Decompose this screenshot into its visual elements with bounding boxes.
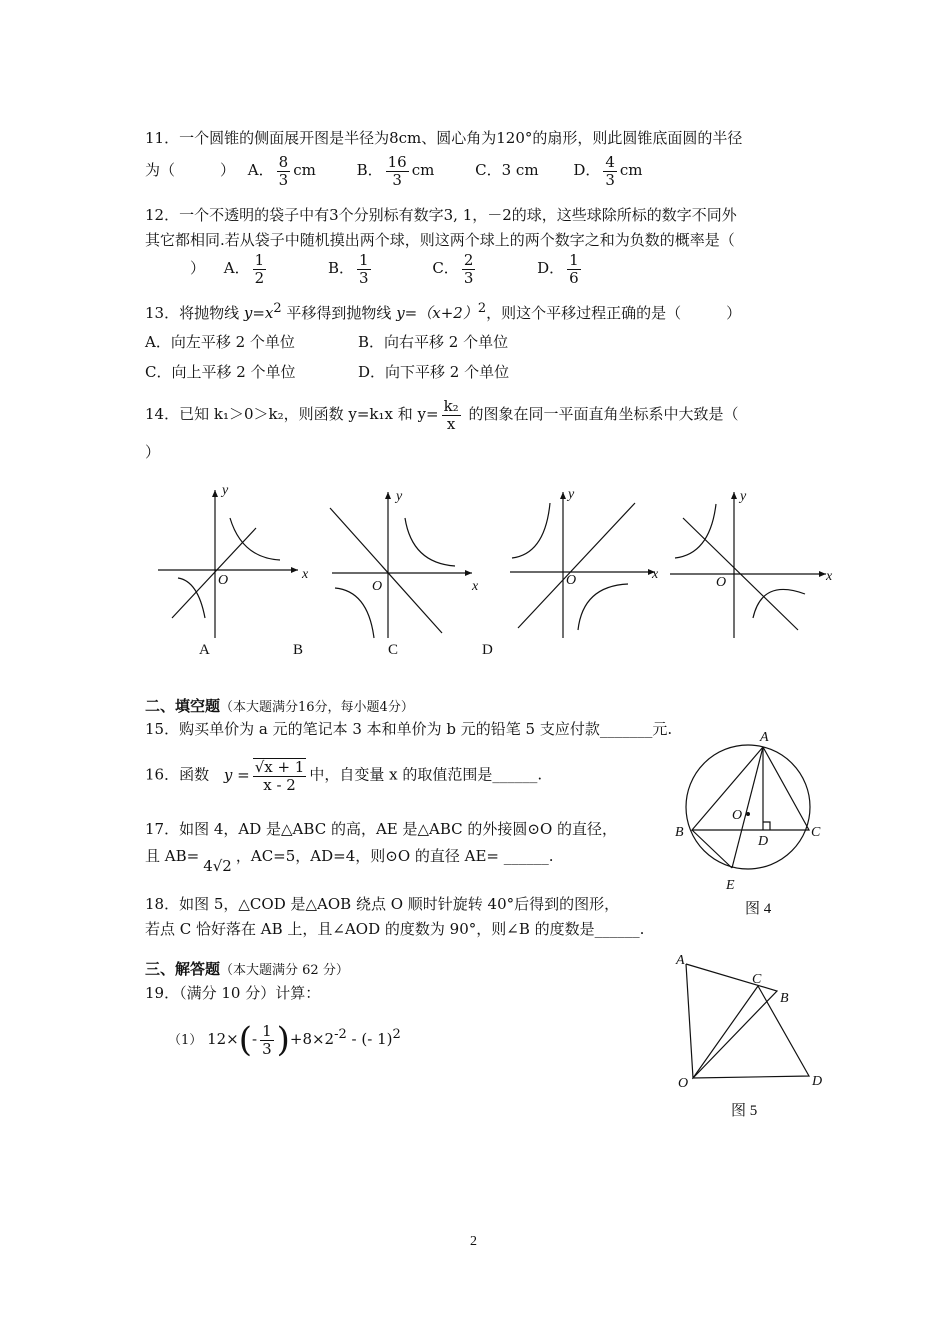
section-3-header bbox=[145, 958, 349, 979]
q11-optC-label: C． bbox=[475, 161, 502, 179]
graph-label-b: B bbox=[293, 642, 304, 658]
fig4-caption: 图 4 bbox=[745, 901, 772, 917]
graph-a-x-arrow bbox=[291, 567, 298, 573]
q12-line1: 12．一个不透明的袋子中有3个分别标有数字3, 1，－2的球，这些球除所标的数字不同外 bbox=[145, 206, 737, 224]
q13-stem-e: ，则这个平移过程正确的是（ ） bbox=[486, 304, 742, 322]
fig4-triangle-abc bbox=[692, 747, 809, 830]
q12-optA-label: A． bbox=[223, 259, 250, 277]
graph-b-line bbox=[330, 508, 442, 633]
q14-stem-a: 14．已知 k₁＞0＞k₂，则函数 y=k₁x 和 y= bbox=[145, 405, 439, 423]
q11-optA-den: 3 bbox=[278, 170, 289, 189]
q12-optC-den: 3 bbox=[463, 268, 474, 287]
figure-5 bbox=[670, 948, 840, 1096]
q11-optB-label: B． bbox=[356, 161, 383, 179]
graph-a-y-label: y bbox=[222, 483, 229, 498]
q16-num: √x + 1 bbox=[254, 758, 305, 776]
q16-y: y = bbox=[223, 765, 250, 784]
q14-stem bbox=[145, 398, 738, 432]
q13-stem-d: y=（x+2） bbox=[396, 304, 478, 322]
q19-expr-c: - (- 1) bbox=[346, 1030, 393, 1048]
fig4-right-angle bbox=[763, 822, 770, 830]
graph-a-curve-1 bbox=[230, 518, 280, 560]
fig5-caption: 图 5 bbox=[731, 1103, 758, 1119]
graph-a-line bbox=[172, 528, 256, 618]
q16-pre: 16．函数 bbox=[145, 765, 210, 784]
q11-optD-num: 4 bbox=[605, 153, 615, 171]
q12-optA-den: 2 bbox=[254, 268, 265, 287]
q19-inner-num: 1 bbox=[262, 1022, 272, 1040]
fig5-label-b: B bbox=[780, 991, 789, 1006]
graph-d-origin: O bbox=[716, 575, 727, 590]
q12-optA-num: 1 bbox=[254, 251, 265, 269]
q12-optC-num: 2 bbox=[463, 251, 474, 269]
section-3-title: 三、解答题 bbox=[145, 960, 221, 978]
q11-optB-unit: cm bbox=[411, 161, 435, 179]
q13-stem-a: 13．将抛物线 bbox=[145, 304, 244, 322]
q12-optD-den: 6 bbox=[569, 268, 579, 287]
q19-expr-sup2: 2 bbox=[392, 1027, 401, 1042]
graph-b-y-arrow bbox=[385, 492, 391, 499]
graph-label-c: C bbox=[388, 642, 399, 658]
q13-optD: D．向下平移 2 个单位 bbox=[358, 363, 510, 381]
graph-c-y-label: y bbox=[568, 487, 575, 502]
graph-c-origin: O bbox=[566, 573, 577, 588]
graph-d-y-arrow bbox=[731, 492, 737, 499]
q12-line2: 其它都相同.若从袋子中随机摸出两个球，则这两个球上的两个数字之和为负数的概率是（ bbox=[145, 231, 735, 249]
graph-a-origin: O bbox=[218, 573, 229, 588]
q14-graphs bbox=[150, 478, 840, 648]
q11-optD-unit: cm bbox=[619, 161, 643, 179]
fig4-label-a: A bbox=[760, 730, 769, 745]
q12-optD-label: D． bbox=[537, 259, 565, 277]
q12-optB-label: B． bbox=[327, 259, 354, 277]
graph-label-d: D bbox=[482, 642, 493, 658]
q14-frac-den: x bbox=[446, 414, 456, 433]
q13-stem-c: 平移得到抛物线 bbox=[281, 304, 397, 322]
q19-expr-b: +8×2 bbox=[289, 1030, 335, 1048]
q11-options bbox=[145, 154, 643, 188]
q13-optA: A．向左平移 2 个单位 bbox=[145, 333, 295, 351]
graph-c-x-label: x bbox=[652, 567, 659, 582]
fig5-label-o: O bbox=[678, 1076, 689, 1091]
section-2-header bbox=[145, 695, 414, 716]
q13-stem-b: y=x bbox=[243, 304, 274, 322]
graph-d-y-label: y bbox=[740, 489, 747, 504]
q18-line2: 若点 C 恰好落在 AB 上，且∠AOD 的度数为 90°，则∠B 的度数是______. bbox=[145, 920, 645, 938]
graph-d-x-label: x bbox=[826, 569, 833, 584]
q19-expr-a: 12× bbox=[207, 1030, 239, 1048]
q13-stem: 13．将抛物线 $y=x^2$ 平移得到抛物线 $y=(x+2)^2$，则这个平移过程正确的是（ ） bbox=[145, 301, 742, 322]
q11-optA-unit: cm bbox=[293, 161, 316, 179]
q19-expression: （1） 12×(- $\frac{1}{3}$ )$+8\times 2^{-2}$ - (- 1)$^2$ bbox=[168, 1020, 401, 1060]
q14-line2: ） bbox=[145, 443, 161, 461]
q15: 15．购买单价为 a 元的笔记本 3 本和单价为 b 元的铅笔 5 支应付款_______元. bbox=[145, 720, 673, 738]
q13-optC: C．向上平移 2 个单位 bbox=[145, 363, 296, 381]
q11-optB-den: 3 bbox=[392, 170, 402, 189]
fig5-label-c: C bbox=[752, 972, 762, 987]
q12-optD-num: 1 bbox=[569, 251, 579, 269]
q12-options bbox=[160, 252, 584, 286]
fig5-triangle-aob bbox=[686, 964, 777, 1078]
fig4-center-dot bbox=[746, 812, 750, 816]
q11-optD-den: 3 bbox=[605, 170, 615, 189]
graph-c-curve-1 bbox=[512, 503, 550, 558]
q11-optD-label: D． bbox=[573, 161, 601, 179]
q18-line1: 18．如图 5，△COD 是△AOB 绕点 O 顺时针旋转 40°后得到的图形， bbox=[145, 895, 620, 913]
fig4-label-o: O bbox=[732, 808, 743, 823]
graph-c-curve-2 bbox=[578, 584, 628, 630]
fig4-label-c: C bbox=[811, 825, 821, 840]
graph-b-y-label: y bbox=[396, 489, 403, 504]
section-2-title: 二、填空题 bbox=[145, 697, 221, 715]
graph-a-curve-2 bbox=[178, 578, 205, 618]
fig5-triangle-cod bbox=[693, 986, 809, 1078]
graph-b-x-label: x bbox=[472, 579, 479, 594]
q19-expr-sup: -2 bbox=[334, 1027, 347, 1042]
page-number: 2 bbox=[470, 1234, 477, 1249]
q12-optB-den: 3 bbox=[359, 268, 369, 287]
section-2-note: （本大题满分16分，每小题4分） bbox=[220, 700, 414, 715]
graph-c-line bbox=[518, 503, 635, 628]
q19-stem: 19．（满分 10 分）计算： bbox=[145, 984, 321, 1002]
q19-part: （1） bbox=[168, 1033, 203, 1048]
fig4-label-d: D bbox=[758, 834, 769, 849]
q11-optA-num: 8 bbox=[278, 153, 289, 171]
graph-a-y-arrow bbox=[212, 490, 218, 497]
q12-optB-num: 1 bbox=[359, 251, 369, 269]
graph-b-origin: O bbox=[372, 579, 383, 594]
q17-value: 4√2 bbox=[203, 857, 232, 875]
q12-lead: ） bbox=[160, 259, 206, 277]
graph-c-y-arrow bbox=[560, 492, 566, 499]
q16 bbox=[145, 758, 542, 793]
q13-optB: B．向右平移 2 个单位 bbox=[358, 333, 509, 351]
q16-post: 中，自变量 x 的取值范围是______. bbox=[309, 765, 543, 784]
graph-d-x-arrow bbox=[819, 571, 826, 577]
graph-b-x-arrow bbox=[465, 570, 472, 576]
q17-line2b: ，AC=5，AD=4，则⊙O 的直径 AE= ______. bbox=[235, 847, 554, 865]
q17-line2a: 且 AB= bbox=[145, 847, 200, 865]
graph-a-x-label: x bbox=[302, 567, 309, 582]
fig5-label-d: D bbox=[812, 1074, 823, 1089]
graph-label-a: A bbox=[199, 642, 210, 658]
q11-optA-label: A． bbox=[247, 161, 274, 179]
fig4-segment-be bbox=[692, 830, 732, 868]
q19-inner-den: 3 bbox=[262, 1039, 272, 1058]
q17-line2 bbox=[145, 845, 554, 875]
q11-optB-num: 16 bbox=[387, 153, 407, 171]
graph-b-curve-1 bbox=[405, 518, 455, 566]
fig4-label-b: B bbox=[675, 825, 684, 840]
q11-lead: 为（ ） bbox=[145, 161, 236, 179]
fig4-label-e: E bbox=[726, 878, 735, 893]
section-3-note: （本大题满分 62 分） bbox=[220, 963, 349, 978]
figure-4 bbox=[670, 705, 830, 900]
q14-frac-num: k₂ bbox=[443, 397, 459, 415]
q12-optC-label: C． bbox=[432, 259, 459, 277]
q11-optC-text: 3 cm bbox=[501, 161, 539, 179]
q16-den: x - 2 bbox=[263, 775, 296, 794]
fig5-label-a: A bbox=[676, 953, 685, 968]
q11-line1: 11．一个圆锥的侧面展开图是半径为8cm、圆心角为120°的扇形，则此圆锥底面圆的半径 bbox=[145, 129, 743, 147]
q14-stem-b: 的图象在同一平面直角坐标系中大致是（ bbox=[463, 405, 739, 423]
q17-line1: 17．如图 4，AD 是△ABC 的高，AE 是△ABC 的外接圆⊙O 的直径， bbox=[145, 820, 618, 838]
graph-b-curve-2 bbox=[335, 588, 374, 638]
